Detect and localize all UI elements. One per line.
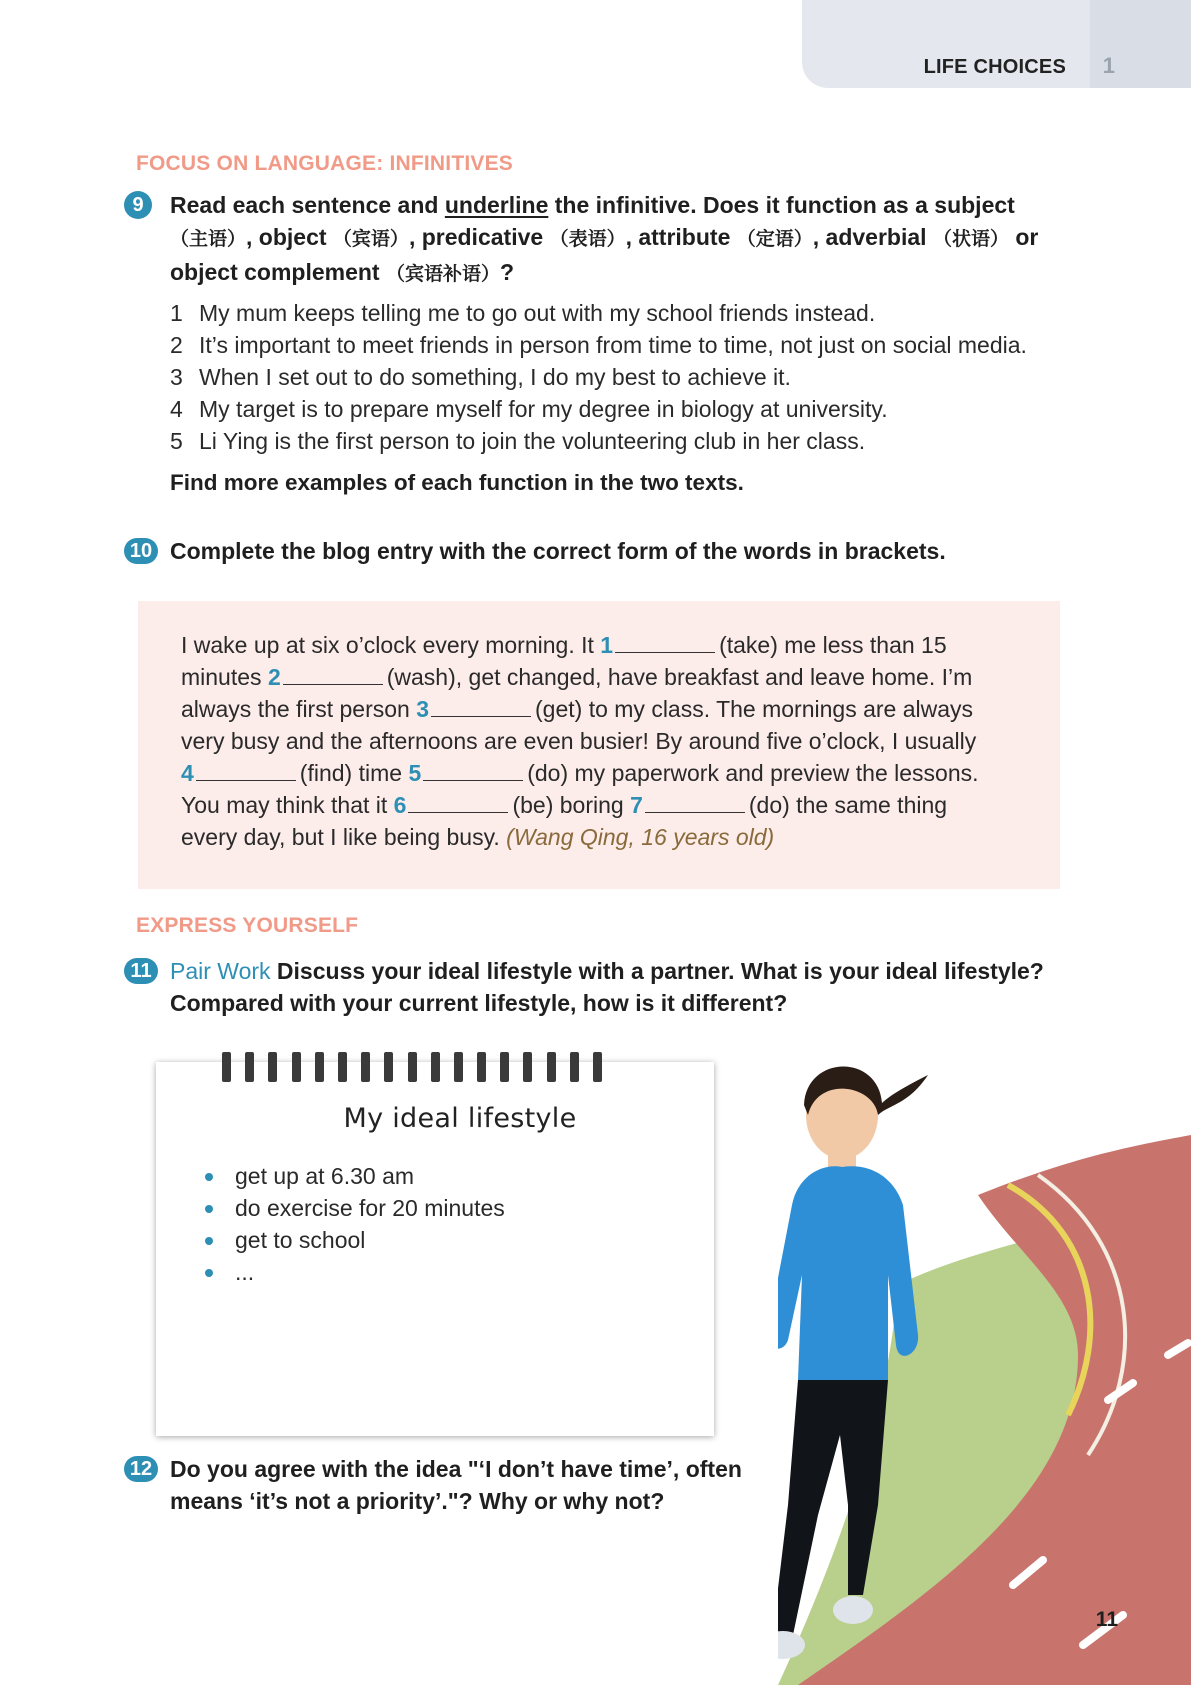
answer-blank[interactable] bbox=[431, 698, 531, 717]
question-9 bbox=[124, 189, 1054, 291]
unit-number: 1 bbox=[1102, 53, 1115, 78]
list-item: do exercise for 20 minutes bbox=[200, 1192, 505, 1224]
blog-entry-text: I wake up at six o’clock every morning. It 1 (take) me less than 15 minutes 2 (wash), get changed, have breakfast and leave home. I’m always the first person 3 (get) to my class. The mornings are always very busy and the afternoons are even busier! By around five o’clock, I usually 4 (find) time 5 (do) my paperwork and preview the lessons. You may think that it 6 (be) boring 7 (do) the same thing every day, but I like being busy. (Wang Qing, 16 years old) bbox=[181, 632, 979, 850]
blog-signature: (Wang Qing, 16 years old) bbox=[506, 824, 775, 850]
answer-blank[interactable] bbox=[645, 794, 745, 813]
notepad-rings bbox=[222, 1052, 602, 1082]
question-11 bbox=[124, 955, 1084, 1019]
sentence-list bbox=[170, 297, 1100, 457]
find-more-instruction: Find more examples of each function in the two texts. bbox=[170, 470, 744, 495]
section-title-express: EXPRESS YOURSELF bbox=[136, 914, 359, 937]
list-item: 5 Li Ying is the first person to join the volunteering club in her class. bbox=[170, 428, 866, 454]
notepad-list bbox=[200, 1160, 505, 1288]
answer-blank[interactable] bbox=[423, 762, 523, 781]
list-item: get up at 6.30 am bbox=[200, 1160, 505, 1192]
question-number-badge: 11 bbox=[124, 958, 158, 984]
answer-blank[interactable] bbox=[283, 666, 383, 685]
list-item: 2 It’s important to meet friends in person from time to time, not just on social media. bbox=[170, 332, 1027, 358]
question-10 bbox=[124, 535, 946, 567]
question-11-instruction: Pair Work Discuss your ideal lifestyle with a partner. What is your ideal lifestyle? Compared with your current lifestyle, how is it different? bbox=[170, 958, 1044, 1016]
answer-blank[interactable] bbox=[196, 762, 296, 781]
section-title-focus: FOCUS ON LANGUAGE: INFINITIVES bbox=[136, 152, 514, 175]
notepad-title: My ideal lifestyle bbox=[343, 1103, 577, 1134]
list-item: 4 My target is to prepare myself for my degree in biology at university. bbox=[170, 396, 888, 422]
question-9-instruction: Read each sentence and underline the infinitive. Does it function as a subject （主语）, object （宾语）, predicative （表语）, attribute （定语）, adverbial （状语） or object complement （宾语补语）? bbox=[170, 192, 1039, 285]
question-number-badge: 10 bbox=[124, 538, 158, 564]
list-item: 1 My mum keeps telling me to go out with my school friends instead. bbox=[170, 300, 876, 326]
question-number-badge: 9 bbox=[124, 191, 152, 219]
question-number-badge: 12 bbox=[124, 1456, 158, 1482]
runner-photo bbox=[778, 1035, 1191, 1685]
answer-blank[interactable] bbox=[408, 794, 508, 813]
question-10-instruction: Complete the blog entry with the correct form of the words in brackets. bbox=[170, 538, 946, 564]
pair-work-label: Pair Work bbox=[170, 958, 271, 984]
answer-blank[interactable] bbox=[615, 634, 715, 653]
question-12-instruction: Do you agree with the idea "‘I don’t have time’, often means ‘it’s not a priority’."? Why or why not? bbox=[170, 1456, 742, 1514]
page-number: 11 bbox=[1095, 1608, 1118, 1631]
list-item: ... bbox=[200, 1256, 505, 1288]
list-item: 3 When I set out to do something, I do my best to achieve it. bbox=[170, 364, 791, 390]
list-item: get to school bbox=[200, 1224, 505, 1256]
underline-word: underline bbox=[444, 192, 549, 218]
question-12 bbox=[124, 1453, 764, 1517]
chapter-title: LIFE CHOICES bbox=[923, 56, 1066, 78]
